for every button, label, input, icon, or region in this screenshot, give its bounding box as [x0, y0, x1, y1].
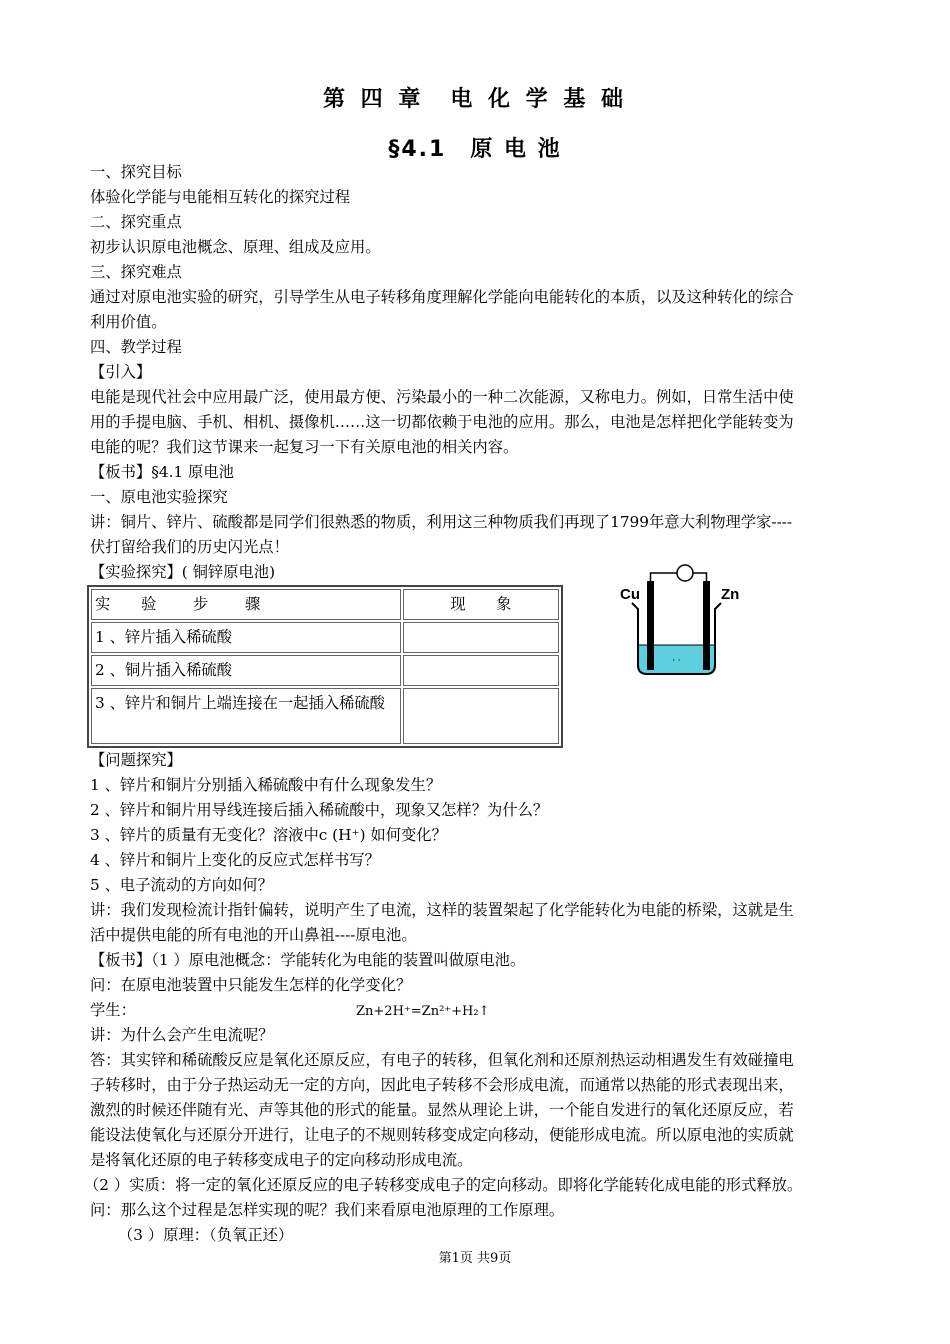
table-cell-result	[403, 655, 559, 686]
header-result: 现 象	[403, 589, 559, 620]
table-cell-result	[403, 622, 559, 653]
text-line: 激烈的时候还伴随有光、声等其他的形式的能量。显然从理论上讲，一个能自发进行的氧化还原反应，若	[90, 1101, 794, 1119]
section-title: §4.1 原 电 池	[388, 137, 562, 162]
text-line: 3 、锌片的质量有无变化？溶液中c (H⁺) 如何变化？	[90, 826, 447, 844]
text-line: 讲：为什么会产生电流呢？	[90, 1026, 274, 1044]
text-line: 问：那么这个过程是怎样实现的呢？我们来看原电池原理的工作原理。	[90, 1201, 565, 1219]
header-step-char: 步	[193, 595, 209, 613]
solution-particles: · ·	[672, 656, 681, 666]
header-step	[91, 589, 401, 620]
text-line: 初步认识原电池概念、原理、组成及应用。	[90, 238, 381, 256]
text-line: （2 ）实质：将一定的氧化还原反应的电子转移变成电子的定向移动。即将化学能转化成电能的形式释放。	[84, 1176, 803, 1194]
page-footer: 第1页 共9页	[438, 1251, 512, 1266]
header-step-char: 实	[95, 595, 111, 613]
table-row	[91, 622, 559, 653]
text-line: 1 、锌片和铜片分别插入稀硫酸中有什么现象发生？	[90, 776, 442, 794]
zinc-label: Zn	[721, 586, 740, 603]
text-line: 是将氧化还原的电子转移变成电子的定向移动形成电流。	[90, 1151, 473, 1169]
text-line: 三、探究难点	[90, 263, 182, 281]
text-line: 【板书】（1 ）原电池概念：学能转化为电能的装置叫做原电池。	[90, 951, 526, 969]
experiment-table	[87, 585, 563, 748]
text-line: 2 、锌片和铜片用导线连接后插入稀硫酸中，现象又怎样？为什么？	[90, 801, 549, 819]
text-line: 讲：我们发现检流计指针偏转，说明产生了电流，这样的装置架起了化学能转化为电能的桥梁，这就是生	[90, 901, 794, 919]
text-line: 讲：铜片、锌片、硫酸都是同学们很熟悉的物质，利用这三种物质我们再现了1799年意大利物理学家----	[90, 513, 793, 531]
text-line: 电能的呢？我们这节课来一起复习一下有关原电池的相关内容。	[90, 438, 519, 456]
text-line: 答：其实锌和稀硫酸反应是氧化还原反应，有电子的转移，但氧化剂和还原剂热运动相遇发生有效碰撞电	[90, 1051, 794, 1069]
wire-left	[651, 573, 678, 581]
text-line: 电能是现代社会中应用最广泛，使用最方便、污染最小的一种二次能源，又称电力。例如，日常生活中使	[90, 388, 794, 406]
copper-electrode	[647, 581, 654, 670]
text-line: 【问题探究】	[90, 751, 182, 769]
text-line: 伏打留给我们的历史闪光点！	[90, 538, 289, 556]
text-line: 能设法使氧化与还原分开进行，让电子的不规则转移变成定向移动，便能形成电流。所以原电池的实质就	[90, 1126, 794, 1144]
table-cell-result	[403, 688, 559, 744]
zinc-electrode	[703, 581, 710, 670]
text-line: 【板书】§4.1 原电池	[90, 463, 234, 481]
text-line: 4 、锌片和铜片上变化的反应式怎样书写？	[90, 851, 380, 869]
text-line: 四、教学过程	[90, 338, 182, 356]
student-label: 学生：	[90, 1001, 136, 1019]
table-cell-step: 3 、锌片和铜片上端连接在一起插入稀硫酸	[91, 688, 401, 744]
text-line: 【引入】	[90, 363, 152, 381]
table-row	[91, 688, 559, 744]
text-line: 二、探究重点	[90, 213, 182, 231]
text-line: 通过对原电池实验的研究，引导学生从电子转移角度理解化学能向电能转化的本质，以及这种转化的综合	[90, 288, 794, 306]
reaction-equation: Zn+2H⁺=Zn²⁺+H₂↑	[356, 1004, 490, 1019]
text-line: （3 ）原理：（负氧正还）	[118, 1226, 294, 1244]
text-line: 一、探究目标	[90, 163, 182, 181]
chapter-title: 第 四 章 电 化 学 基 础	[323, 87, 627, 112]
text-line: 体验化学能与电能相互转化的探究过程	[90, 188, 351, 206]
text-line: 问：在原电池装置中只能发生怎样的化学变化？	[90, 976, 412, 994]
table-cell-step: 1 、锌片插入稀硫酸	[91, 622, 401, 653]
wire-right	[693, 573, 707, 581]
text-line: 利用价值。	[90, 313, 167, 331]
text-line: 活中提供电能的所有电池的开山鼻祖----原电池。	[90, 926, 417, 944]
student-equation-line	[90, 998, 870, 1023]
galvanic-cell-diagram	[614, 565, 740, 680]
galvanometer-icon	[677, 565, 693, 581]
table-header-row	[91, 589, 559, 620]
text-line: 子转移时，由于分子热运动无一定的方向，因此电子转移不会形成电流，而通常以热能的形式表现出来，	[90, 1076, 794, 1094]
table-cell-step: 2 、铜片插入稀硫酸	[91, 655, 401, 686]
document-body	[84, 160, 870, 1248]
header-step-char: 骤	[245, 595, 261, 613]
table-row	[91, 655, 559, 686]
copper-label: Cu	[620, 586, 640, 603]
text-line: 用的手提电脑、手机、相机、摄像机……这一切都依赖于电池的应用。那么，电池是怎样把化学能转变为	[90, 413, 794, 431]
text-line: 一、原电池实验探究	[90, 488, 228, 506]
text-line: 【实验探究】( 铜锌原电池)	[90, 563, 276, 581]
header-step-char: 验	[141, 595, 157, 613]
text-line: 5 、电子流动的方向如何？	[90, 876, 273, 894]
